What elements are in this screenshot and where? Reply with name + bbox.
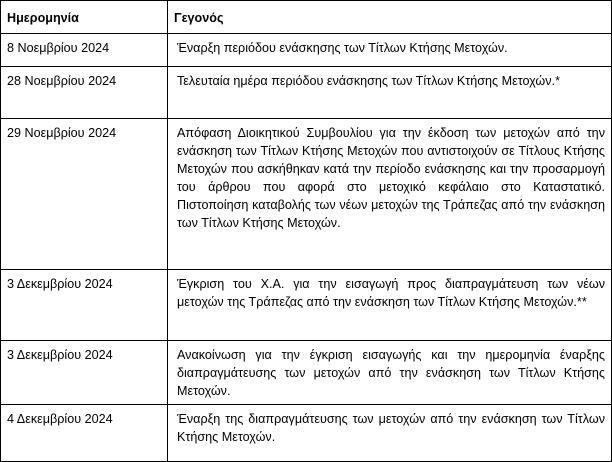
date-cell: 8 Νοεμβρίου 2024	[1, 34, 168, 67]
date-cell: 28 Νοεμβρίου 2024	[1, 67, 168, 119]
header-row	[1, 1, 612, 34]
event-cell: Έναρξη περιόδου ενάσκησης των Τίτλων Κτήσης Μετοχών.	[168, 34, 612, 67]
event-cell: Απόφαση Διοικητικού Συμβουλίου για την έκδοση των μετοχών από την ενάσκηση των Τίτλων Κτήσης Μετοχών που αντιστοιχούν σε Τίτλους Κτήσης Μετοχών που ασκήθηκαν κατά την περίοδο ενάσκησης και την προσαρμογή του άρθρου που αφορά στο μετοχικό κεφάλαιο στο Καταστατικό. Πιστοποίηση καταβολής των νέων μετοχών της Τράπεζας από την ενάσκηση των Τίτλων Κτήσης Μετοχών.	[168, 119, 612, 270]
date-cell: 3 Δεκεμβρίου 2024	[1, 341, 168, 405]
table-row	[1, 270, 612, 341]
event-cell: Έναρξη της διαπραγμάτευσης των μετοχών από την ενάσκηση των Τίτλων Κτήσης Μετοχών.	[168, 405, 612, 462]
event-column-header: Γεγονός	[168, 1, 612, 34]
event-cell: Ανακοίνωση για την έγκριση εισαγωγής και την ημερομηνία έναρξης διαπραγμάτευσης των μετοχών από την ενάσκηση των Τίτλων Κτήσης Μετοχών.	[168, 341, 612, 405]
event-cell: Τελευταία ημέρα περιόδου ενάσκησης των Τίτλων Κτήσης Μετοχών.*	[168, 67, 612, 119]
table-row	[1, 34, 612, 67]
table-row	[1, 405, 612, 462]
date-column-header: Ημερομηνία	[1, 1, 168, 34]
table-row	[1, 341, 612, 405]
table-row	[1, 67, 612, 119]
date-cell: 29 Νοεμβρίου 2024	[1, 119, 168, 270]
event-cell: Έγκριση του Χ.Α. για την εισαγωγή προς διαπραγμάτευση των νέων μετοχών της Τράπεζας από την ενάσκηση των Τίτλων Κτήσης Μετοχών.**	[168, 270, 612, 341]
table-row	[1, 119, 612, 270]
date-cell: 3 Δεκεμβρίου 2024	[1, 270, 168, 341]
date-cell: 4 Δεκεμβρίου 2024	[1, 405, 168, 462]
